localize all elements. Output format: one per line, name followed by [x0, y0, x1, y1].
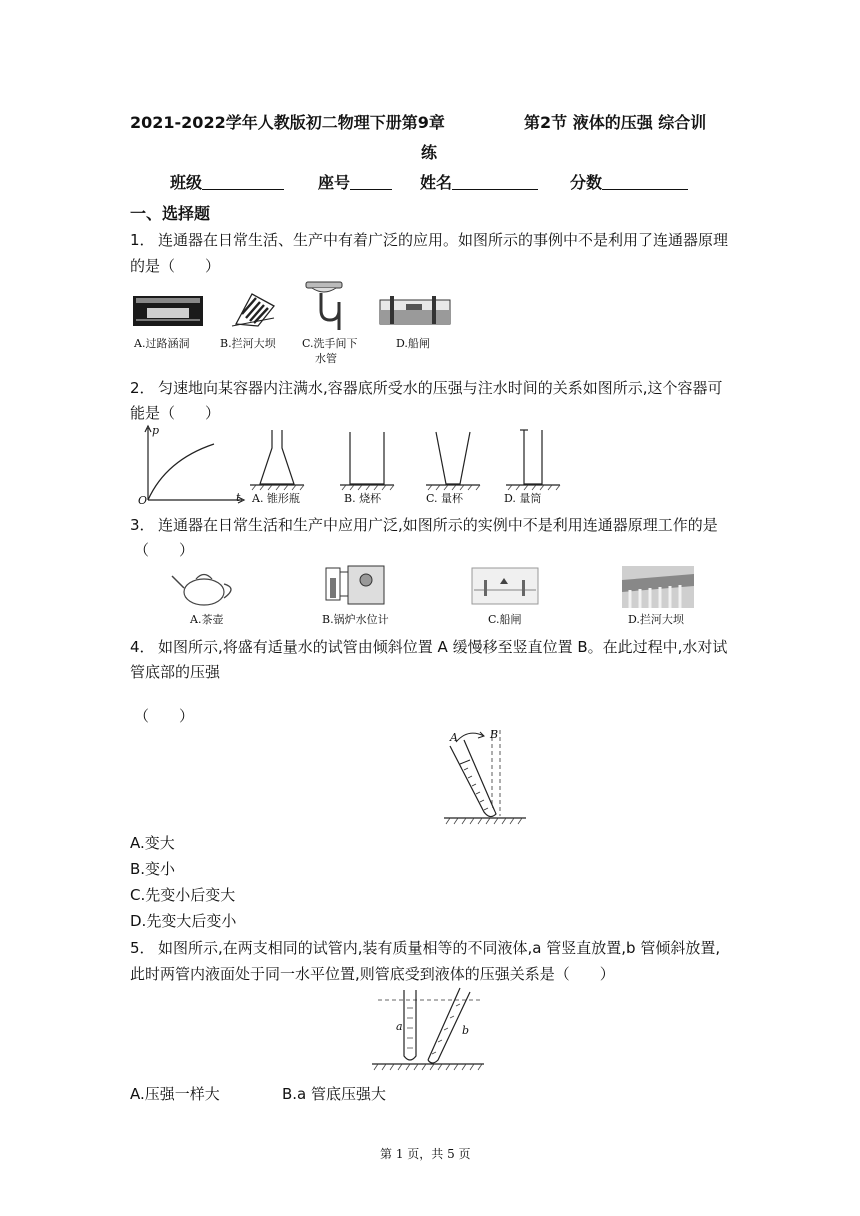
seat-blank[interactable]	[350, 173, 392, 190]
q3-figure-teapot	[168, 566, 244, 608]
q2-container-cylinder	[504, 426, 562, 492]
score-blank[interactable]	[602, 173, 688, 190]
q4-number: 4．	[130, 638, 155, 656]
q2-caption-d: D. 量筒	[504, 492, 542, 505]
q2-graph-x-label: t	[236, 491, 241, 504]
q5-label-a: a	[396, 1020, 403, 1033]
q2-graph-origin: O	[138, 494, 148, 507]
q5-option-b: B.a 管底压强大	[282, 1085, 387, 1103]
q1-caption-d: D.船闸	[396, 337, 430, 350]
q2-caption-b: B. 烧杯	[344, 492, 382, 505]
q3-figure-dam	[622, 566, 694, 608]
q2-container-measuring-cup	[424, 428, 482, 492]
q2-caption-c: C. 量杯	[426, 492, 464, 505]
seat-label: 座号	[318, 173, 351, 192]
q3-caption-b: B.锅炉水位计	[322, 613, 389, 626]
q5-text-line2: 此时两管内液面处于同一水平位置,则管底受到液体的压强关系是（ ）	[130, 965, 615, 983]
q1-text-line2: 的是（ ）	[130, 257, 221, 275]
q4-label-b: B	[490, 728, 499, 741]
q4-text-line1: 如图所示,将盛有适量水的试管由倾斜位置 A 缓慢移至竖直位置 B。在此过程中,水对试	[158, 638, 728, 656]
q4-option-a: A.变大	[130, 834, 175, 852]
q4-option-b: B.变小	[130, 860, 176, 878]
q3-number: 3．	[130, 516, 155, 534]
name-label: 姓名	[420, 173, 453, 192]
q5-number: 5．	[130, 939, 155, 957]
q1-figure-drain	[302, 280, 350, 332]
q2-caption-a: A. 锥形瓶	[252, 492, 300, 505]
q1-number: 1．	[130, 231, 155, 249]
q3-text-line2: （ ）	[134, 541, 195, 559]
q4-text-line3: （ ）	[134, 707, 195, 725]
name-blank[interactable]	[452, 173, 538, 190]
q2-container-beaker	[338, 428, 396, 492]
q4-text-line2: 管底部的压强	[130, 663, 221, 681]
q5-text-line1: 如图所示,在两支相同的试管内,装有质量相等的不同液体,a 管竖直放置,b 管倾斜放置,	[158, 939, 721, 957]
q4-option-d: D.先变大后变小	[130, 912, 237, 930]
q3-figure-boiler-gauge	[322, 562, 388, 608]
q2-number: 2．	[130, 379, 155, 397]
q1-caption-c: C.洗手间下	[302, 337, 358, 350]
q1-caption-b: B.拦河大坝	[220, 337, 276, 350]
q2-graph-y-label: p	[152, 424, 160, 437]
q3-caption-a: A.茶壶	[190, 613, 224, 626]
seat-field	[318, 170, 392, 193]
q5-option-a: A.压强一样大	[130, 1085, 220, 1103]
q4-label-a: A	[450, 731, 458, 744]
q1-figure-dam	[228, 288, 278, 328]
q1-caption-a: A.过路涵洞	[134, 337, 190, 350]
q2-container-flask	[248, 428, 306, 492]
score-field	[570, 170, 688, 193]
q4-option-c: C.先变小后变大	[130, 886, 236, 904]
q3-text-line1: 连通器在日常生活和生产中应用广泛,如图所示的实例中不是利用连通器原理工作的是	[158, 516, 718, 534]
q1-caption-c2: 水管	[315, 352, 337, 365]
q3-caption-d: D.拦河大坝	[628, 613, 684, 626]
q5-label-b: b	[462, 1024, 470, 1037]
class-field	[170, 170, 284, 193]
q2-text-line1: 匀速地向某容器内注满水,容器底所受水的压强与注水时间的关系如图所示,这个容器可	[158, 379, 723, 397]
q3-figure-lock	[472, 566, 538, 606]
name-field	[420, 170, 538, 193]
q1-text-line1: 连通器在日常生活、生产中有着广泛的应用。如图所示的事例中不是利用了连通器原理	[158, 231, 729, 249]
title-right: 第2节 液体的压强 综合训	[524, 113, 707, 132]
class-blank[interactable]	[202, 173, 284, 190]
section-heading: 一、选择题	[130, 204, 211, 223]
title-left: 2021-2022学年人教版初二物理下册第9章	[130, 113, 445, 132]
score-label: 分数	[570, 173, 603, 192]
title-wrap: 练	[421, 143, 438, 162]
q1-figure-lock	[380, 292, 450, 328]
page-footer: 第 1 页，共 5 页	[380, 1147, 471, 1161]
class-label: 班级	[170, 173, 203, 192]
q1-figure-culvert	[133, 292, 203, 328]
q3-caption-c: C.船闸	[488, 613, 522, 626]
q2-text-line2: 能是（ ）	[130, 404, 221, 422]
